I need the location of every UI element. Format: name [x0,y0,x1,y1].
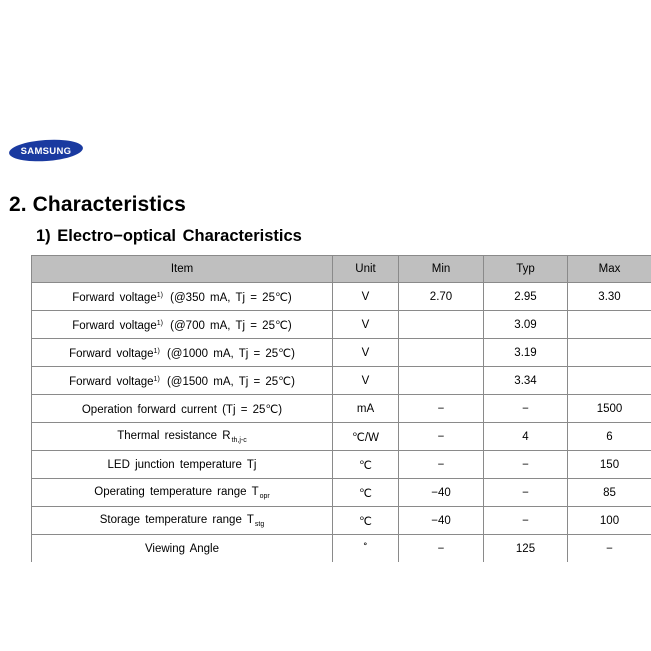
cell-typ: − [484,451,568,479]
samsung-logo-text: SAMSUNG [20,146,72,157]
cell-item [32,451,333,479]
cell-unit: ℃ [333,451,399,479]
cell-typ: − [484,395,568,423]
cell-unit: ℃ [333,479,399,507]
item-condition: (@350 mA, Tj = 25℃) [164,291,292,304]
cell-unit: ˚ [333,535,399,563]
table-row [32,339,651,367]
table-row [32,507,651,535]
subsection-title: 1) Electro−optical Characteristics [36,227,302,245]
cell-min: − [399,395,484,423]
cell-item [32,535,333,563]
cell-unit: ℃ [333,507,399,535]
cell-item [32,283,333,311]
cell-max: 150 [568,451,651,479]
cell-typ: − [484,479,568,507]
item-subscript: th,j-c [231,436,247,444]
item-label: Forward voltage [69,347,154,360]
cell-unit: mA [333,395,399,423]
cell-item [32,507,333,535]
header-typ: Typ [484,256,568,283]
header-min: Min [399,256,484,283]
cell-unit: V [333,283,399,311]
characteristics-table [31,255,651,562]
cell-item [32,367,333,395]
cell-min: −40 [399,479,484,507]
table-row [32,535,651,563]
cell-max [568,311,651,339]
cell-item [32,339,333,367]
item-label: Forward voltage [72,291,157,304]
table-row [32,283,651,311]
cell-min: − [399,423,484,451]
cell-unit: ℃/W [333,423,399,451]
samsung-logo [8,137,84,164]
cell-max: 1500 [568,395,651,423]
cell-min: −40 [399,507,484,535]
item-label: Forward voltage [69,375,154,388]
cell-typ: − [484,507,568,535]
item-condition: (@700 mA, Tj = 25℃) [164,319,292,332]
footnote-marker: 1) [156,291,163,299]
table-row [32,395,651,423]
cell-max: 85 [568,479,651,507]
cell-max: 6 [568,423,651,451]
cell-max [568,339,651,367]
cell-typ: 3.09 [484,311,568,339]
cell-item [32,395,333,423]
cell-max: 3.30 [568,283,651,311]
footnote-marker: 1) [153,347,160,355]
table-header-row [32,256,651,283]
item-label: Storage temperature range T [99,513,254,526]
header-max: Max [568,256,651,283]
cell-min [399,311,484,339]
section-title: 2. Characteristics [9,193,186,216]
cell-min: 2.70 [399,283,484,311]
item-label: Forward voltage [72,319,157,332]
table-row [32,451,651,479]
cell-max: − [568,535,651,563]
cell-typ: 125 [484,535,568,563]
item-label: Viewing Angle [144,542,220,555]
table-row [32,423,651,451]
cell-unit: V [333,311,399,339]
cell-min: − [399,451,484,479]
footnote-marker: 1) [156,319,163,327]
cell-typ: 3.34 [484,367,568,395]
cell-typ: 2.95 [484,283,568,311]
cell-max: 100 [568,507,651,535]
cell-typ: 3.19 [484,339,568,367]
item-subscript: stg [254,520,265,528]
cell-max [568,367,651,395]
item-condition: (@1000 mA, Tj = 25℃) [161,347,295,360]
item-label: LED junction temperature Tj [107,458,257,471]
cell-item [32,311,333,339]
item-label: Operation forward current (Tj = 25℃) [81,403,283,416]
footnote-marker: 1) [153,375,160,383]
cell-min [399,367,484,395]
cell-unit: V [333,367,399,395]
cell-item [32,423,333,451]
header-unit: Unit [333,256,399,283]
cell-min [399,339,484,367]
table-row [32,311,651,339]
item-subscript: opr [259,492,270,500]
cell-item [32,479,333,507]
cell-min: − [399,535,484,563]
item-label: Operating temperature range T [94,485,259,498]
cell-typ: 4 [484,423,568,451]
item-condition: (@1500 mA, Tj = 25℃) [161,375,295,388]
table-row [32,479,651,507]
table-row [32,367,651,395]
item-label: Thermal resistance R [117,429,231,442]
header-item: Item [32,256,333,283]
cell-unit: V [333,339,399,367]
